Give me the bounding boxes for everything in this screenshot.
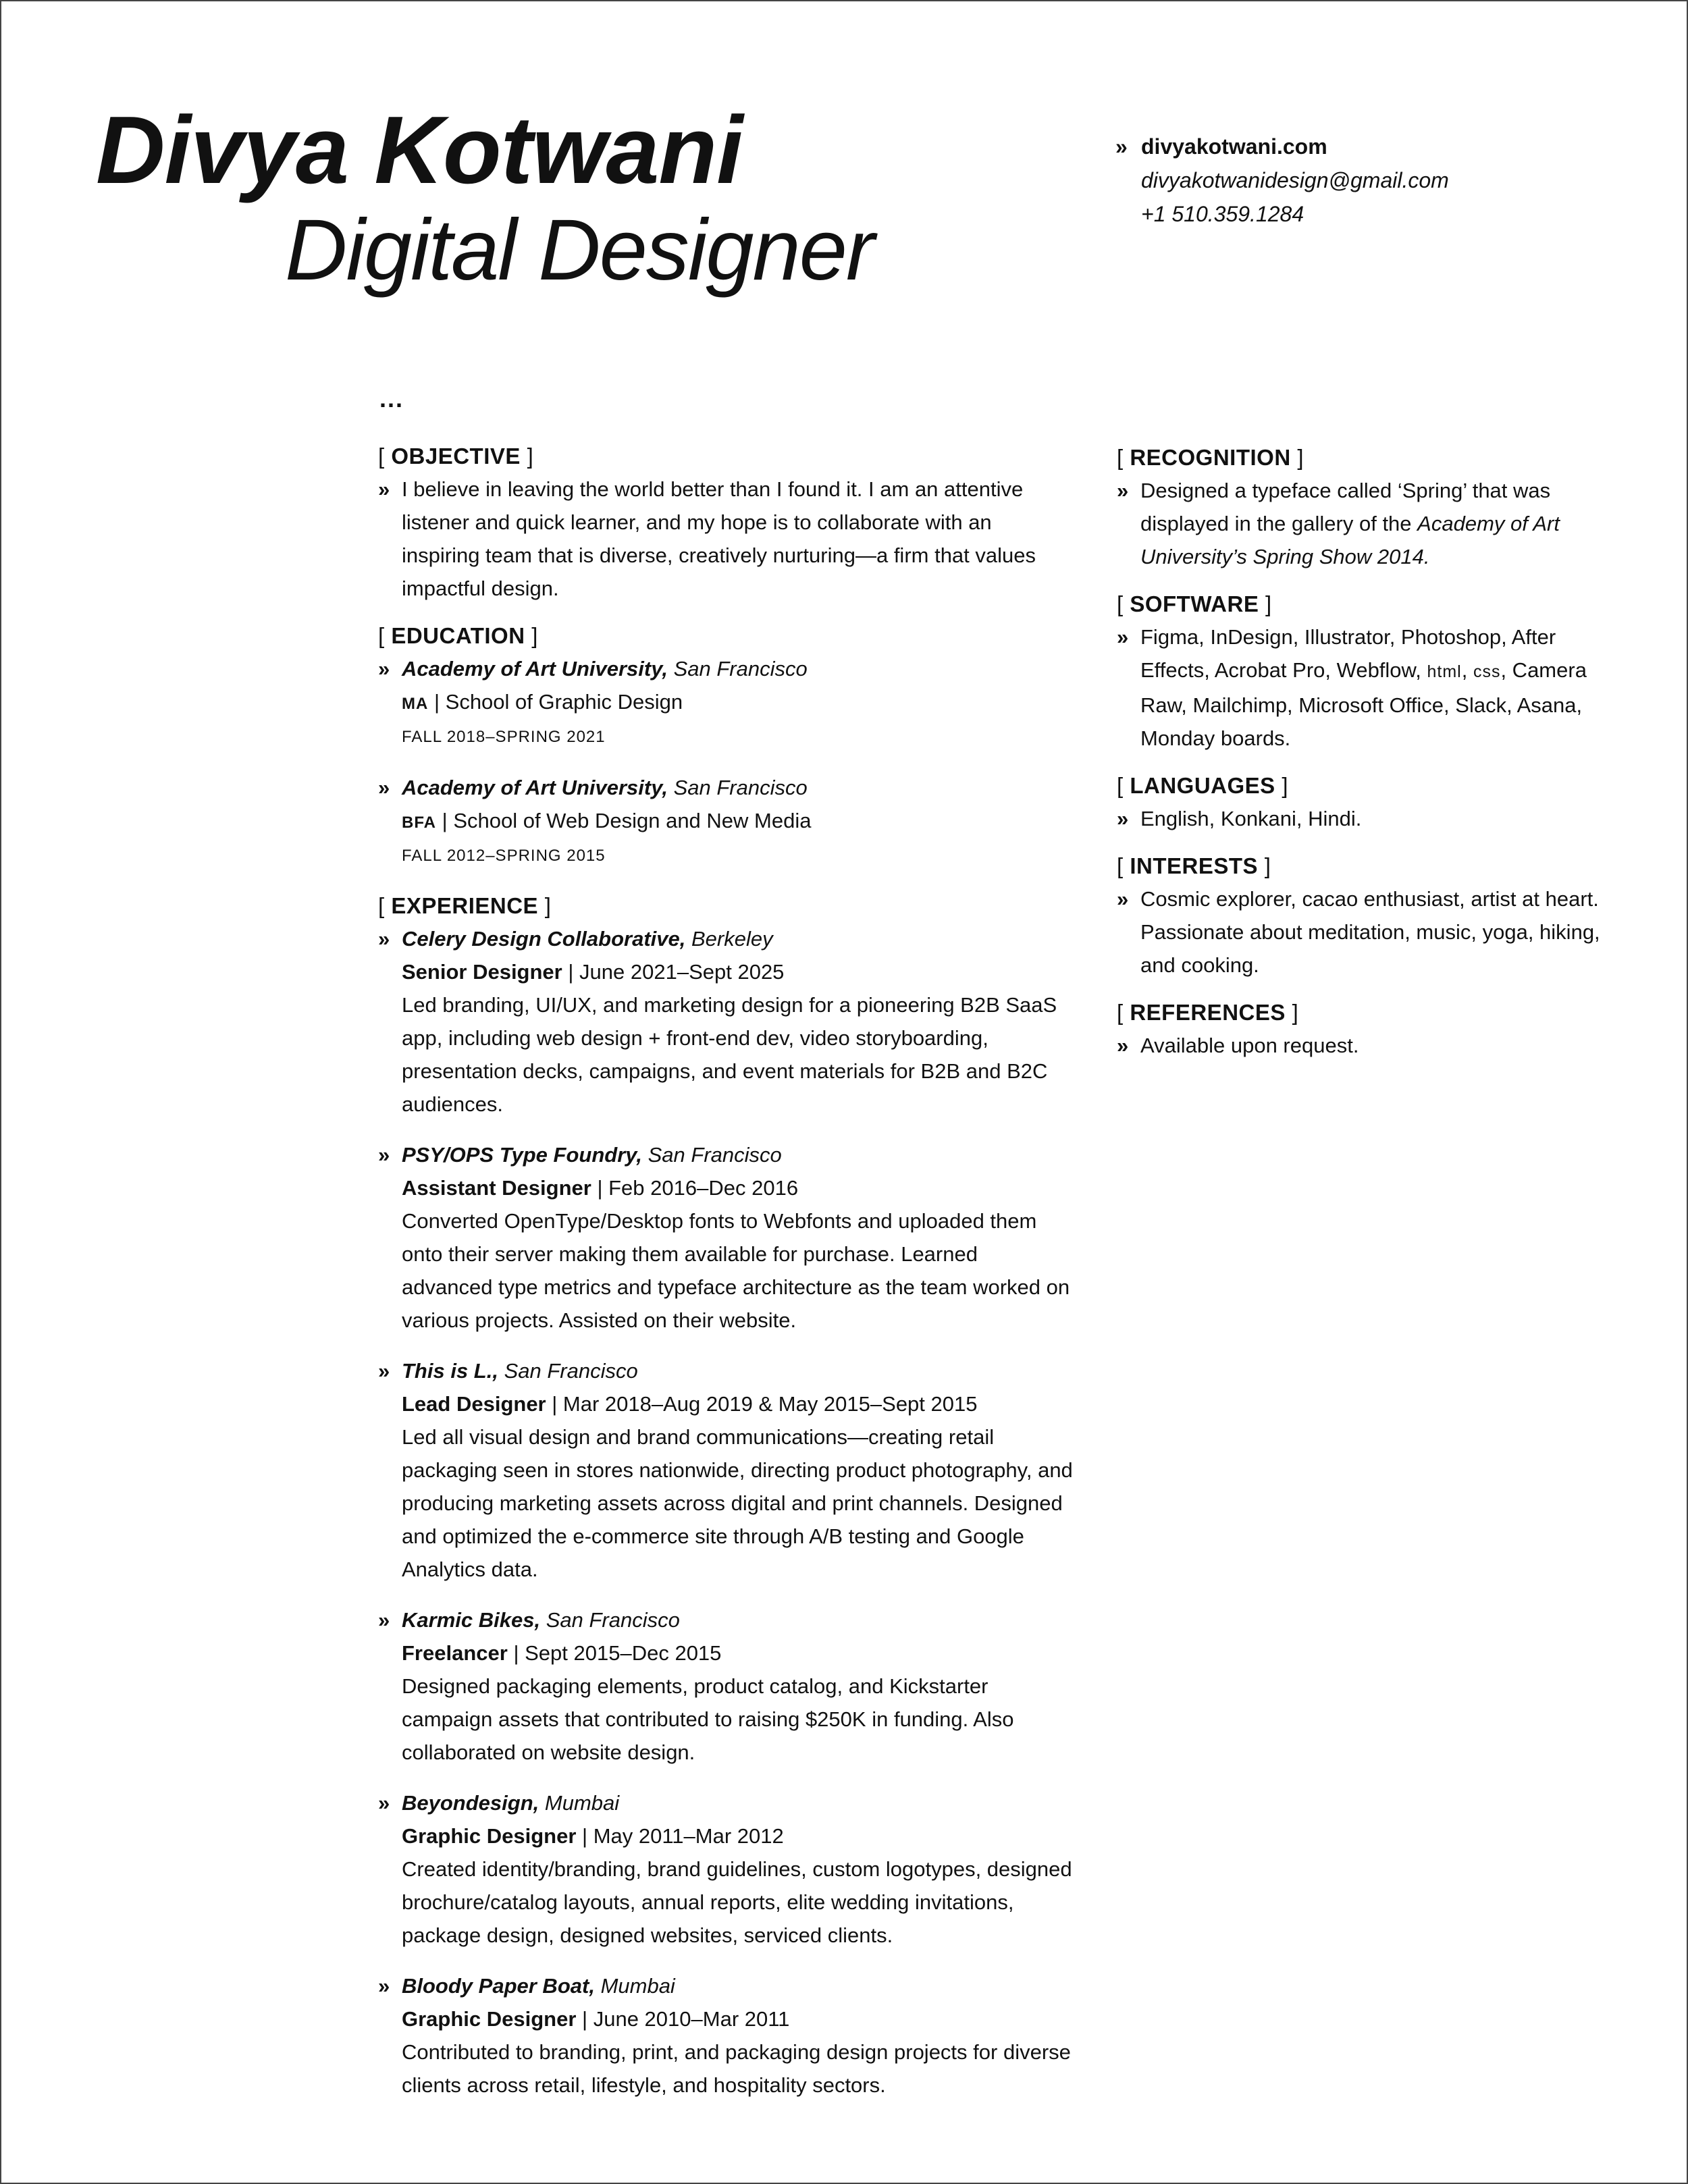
- bullet-icon: »: [378, 477, 390, 501]
- experience-item: [378, 1603, 1074, 1769]
- job-description: Designed packaging elements, product catalog, and Kickstarter campaign assets that contributed to raising $250K in funding. Also collaborated on website design.: [402, 1674, 1014, 1764]
- references-text: Available upon request.: [1140, 1034, 1359, 1057]
- company-name: Bloody Paper Boat,: [402, 1974, 595, 1998]
- interests-text: Cosmic explorer, cacao enthusiast, artist at heart. Passionate about meditation, music, yoga, hiking, and cooking.: [1140, 887, 1600, 977]
- job-description: Converted OpenType/Desktop fonts to Webfonts and uploaded them onto their server making them available for purchase. Learned advanced type metrics and typeface architecture as the team worked on various projects. Assisted on their website.: [402, 1209, 1070, 1332]
- education-heading: [ EDUCATION ]: [378, 623, 538, 648]
- school-location: San Francisco: [673, 657, 808, 681]
- software-heading: [ SOFTWARE ]: [1117, 591, 1272, 616]
- job-dates: | May 2011–Mar 2012: [582, 1824, 784, 1848]
- company-name: Celery Design Collaborative,: [402, 927, 686, 951]
- job-title: Freelancer: [402, 1641, 508, 1665]
- phone-number: +1 510.359.1284: [1141, 202, 1304, 226]
- candidate-role: Digital Designer: [285, 202, 874, 298]
- experience-item: [378, 922, 1074, 1121]
- job-dates: | Sept 2015–Dec 2015: [513, 1641, 722, 1665]
- experience-item: [378, 1138, 1074, 1337]
- job-title: Assistant Designer: [402, 1176, 591, 1200]
- interests-heading: [ INTERESTS ]: [1117, 853, 1271, 878]
- company-name: Beyondesign,: [402, 1791, 539, 1815]
- education-item: » Academy of Art University, San Francisco BFA | School of Web Design and New Media FALL 2012–SPRING 2015: [378, 771, 1074, 872]
- company-name: Karmic Bikes,: [402, 1608, 541, 1632]
- languages-text: English, Konkani, Hindi.: [1140, 807, 1362, 830]
- bullet-icon: »: [378, 1359, 390, 1383]
- bullet-icon: »: [1115, 134, 1128, 159]
- bullet-icon: »: [1117, 887, 1129, 911]
- bullet-icon: »: [378, 927, 390, 951]
- school-name: Academy of Art University,: [402, 657, 668, 681]
- contact-email-row: [1115, 163, 1449, 197]
- bullet-icon: »: [378, 1974, 390, 1998]
- company-location: San Francisco: [504, 1359, 638, 1383]
- right-column: [1117, 442, 1630, 1062]
- job-dates: | June 2010–Mar 2011: [582, 2007, 790, 2031]
- company-location: Berkeley: [691, 927, 773, 951]
- experience-item: [378, 1969, 1074, 2102]
- bullet-icon: »: [1117, 625, 1129, 649]
- experience-item: [378, 1786, 1074, 1952]
- school-name: Academy of Art University,: [402, 776, 668, 799]
- bullet-icon: »: [1117, 479, 1129, 502]
- objective-entry: [378, 473, 1074, 605]
- job-description: Created identity/branding, brand guidelines, custom logotypes, designed brochure/catalog layouts, annual reports, elite wedding invitations, package design, designed websites, serviced clients.: [402, 1857, 1072, 1947]
- section-ellipsis: ...: [379, 385, 404, 412]
- job-dates: | Feb 2016–Dec 2016: [597, 1176, 799, 1200]
- contact-block: [1115, 130, 1449, 231]
- left-column: [378, 440, 1074, 2102]
- bullet-icon: »: [378, 1791, 390, 1815]
- experience-item: [378, 1354, 1074, 1586]
- job-dates: | Mar 2018–Aug 2019 & May 2015–Sept 2015: [552, 1392, 978, 1416]
- education-dates: FALL 2018–SPRING 2021: [402, 728, 606, 746]
- job-description: Led branding, UI/UX, and marketing design for a pioneering B2B SaaS app, including web design + front-end dev, video storyboarding, presentation decks, campaigns, and event materials for B2B and B2C audiences.: [402, 993, 1057, 1116]
- references-heading: [ REFERENCES ]: [1117, 1000, 1299, 1025]
- job-description: Contributed to branding, print, and packaging design projects for diverse clients across retail, lifestyle, and hospitality sectors.: [402, 2040, 1071, 2097]
- recognition-entry: [1117, 474, 1630, 573]
- software-entry: » Figma, InDesign, Illustrator, Photoshop, After Effects, Acrobat Pro, Webflow, html, css, Camera Raw, Mailchimp, Microsoft Office, Slack, Asana, Monday boards.: [1117, 620, 1630, 755]
- company-location: San Francisco: [546, 1608, 680, 1632]
- company-name: This is L.,: [402, 1359, 498, 1383]
- degree-label: BFA: [402, 814, 436, 832]
- job-description: Led all visual design and brand communications—creating retail packaging seen in stores nationwide, directing product photography, and producing marketing assets across digital and print channels. Designed and optimized the e-commerce site through A/B testing and Google Analytics data.: [402, 1425, 1073, 1581]
- job-title: Graphic Designer: [402, 1824, 577, 1848]
- school-location: San Francisco: [673, 776, 808, 799]
- contact-website-row: [1115, 130, 1449, 163]
- education-dates: FALL 2012–SPRING 2015: [402, 847, 606, 865]
- objective-text: I believe in leaving the world better than I found it. I am an attentive listener and quick learner, and my hope is to collaborate with an inspiring team that is diverse, creatively nurturing—a firm that values impactful design.: [402, 477, 1036, 600]
- company-location: Mumbai: [600, 1974, 675, 1998]
- languages-entry: [1117, 802, 1630, 835]
- website-link[interactable]: divyakotwani.com: [1141, 134, 1327, 159]
- bullet-icon: »: [378, 776, 390, 799]
- bullet-icon: »: [378, 1143, 390, 1167]
- job-dates: | June 2021–Sept 2025: [568, 960, 785, 984]
- css-label: css: [1473, 662, 1501, 681]
- experience-heading: [ EXPERIENCE ]: [378, 893, 552, 918]
- languages-heading: [ LANGUAGES ]: [1117, 773, 1289, 798]
- software-list: Figma, InDesign, Illustrator, Photoshop, After Effects, Acrobat Pro, Webflow,: [1140, 625, 1556, 682]
- objective-heading: [ OBJECTIVE ]: [378, 444, 534, 469]
- job-title: Senior Designer: [402, 960, 562, 984]
- bullet-icon: »: [1117, 1034, 1129, 1057]
- bullet-icon: »: [1117, 807, 1129, 830]
- program-name: School of Web Design and New Media: [453, 809, 812, 832]
- email-link[interactable]: divyakotwanidesign@gmail.com: [1141, 168, 1449, 192]
- html-label: html: [1427, 662, 1462, 681]
- company-name: PSY/OPS Type Foundry,: [402, 1143, 642, 1167]
- company-location: San Francisco: [648, 1143, 782, 1167]
- job-title: Lead Designer: [402, 1392, 546, 1416]
- company-location: Mumbai: [544, 1791, 620, 1815]
- bullet-icon: »: [378, 1608, 390, 1632]
- degree-label: MA: [402, 695, 429, 713]
- recognition-text: Designed a typeface called ‘Spring’ that was displayed in the gallery of the: [1140, 479, 1551, 535]
- candidate-name: Divya Kotwani: [96, 97, 743, 204]
- education-item: » Academy of Art University, San Francisco MA | School of Graphic Design FALL 2018–SPRING 2021: [378, 652, 1074, 753]
- references-entry: [1117, 1029, 1630, 1062]
- recognition-venue: Academy of Art University’s Spring Show 2014.: [1140, 512, 1560, 568]
- recognition-heading: [ RECOGNITION ]: [1117, 445, 1304, 470]
- program-name: School of Graphic Design: [445, 690, 683, 714]
- bullet-icon: »: [378, 657, 390, 681]
- job-title: Graphic Designer: [402, 2007, 577, 2031]
- contact-phone-row: [1115, 197, 1449, 231]
- interests-entry: [1117, 882, 1630, 982]
